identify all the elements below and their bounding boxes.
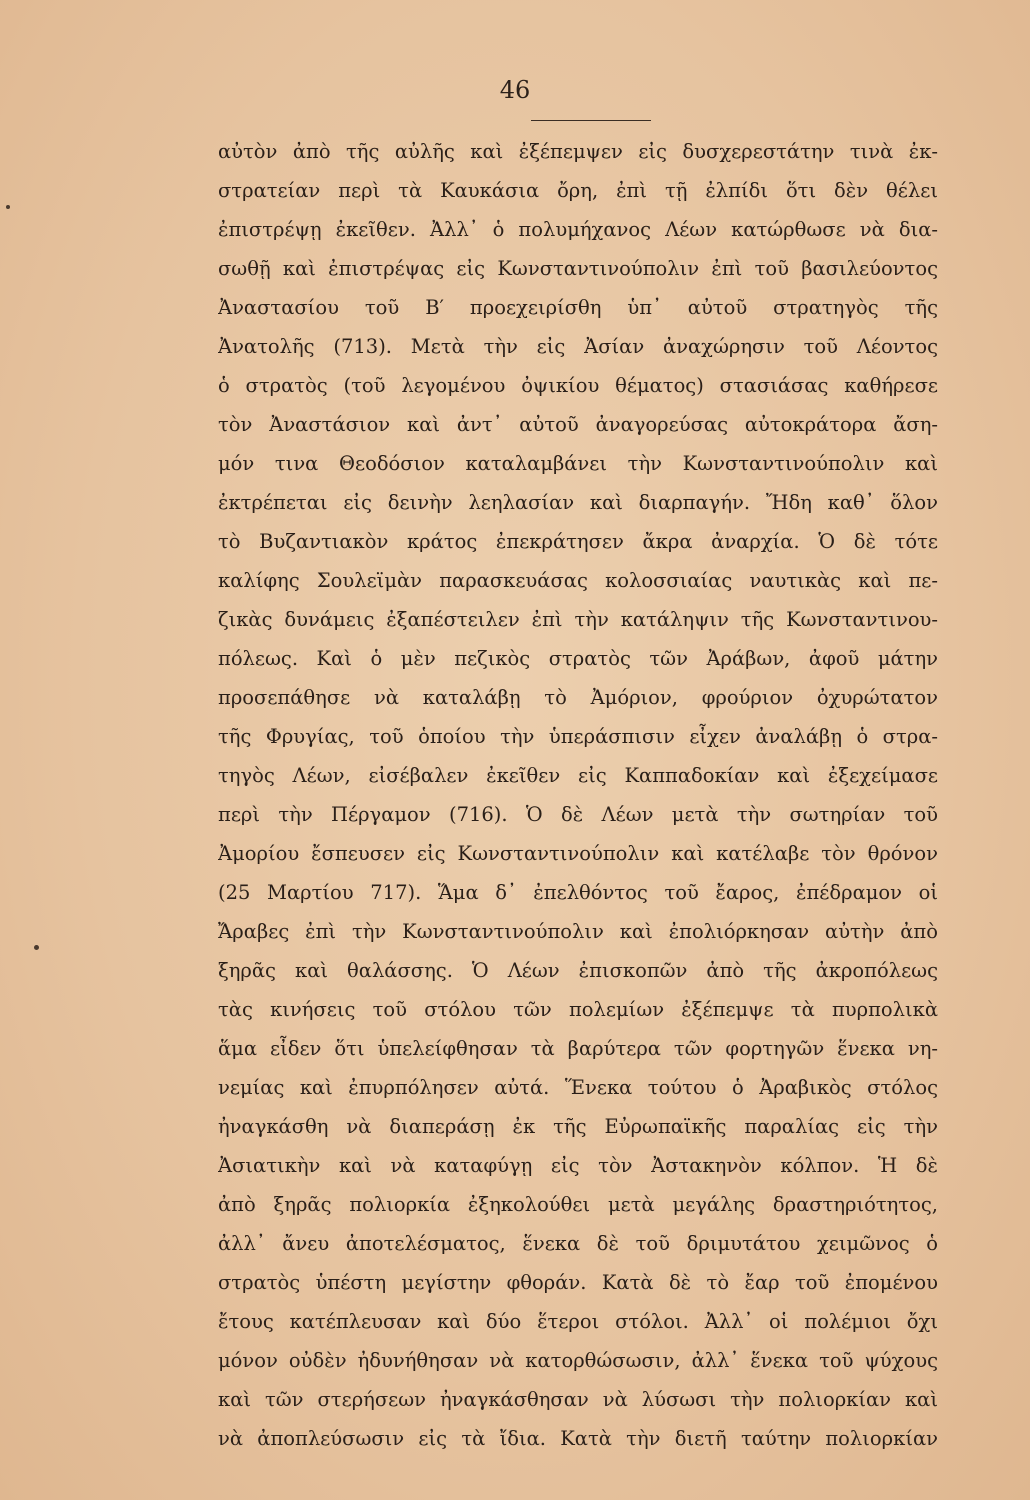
page-number-rule	[531, 120, 651, 121]
text-line: (25 Μαρτίου 717). Ἅμα δ᾽ ἐπελθόντος τοῦ ἔαρος, ἐπέδραμον οἱ	[218, 881, 938, 904]
text-line: Ἄραβες ἐπὶ τὴν Κωνσταντινούπολιν καὶ ἐπολιόρκησαν αὐτὴν ἀπὸ	[218, 920, 938, 943]
text-line: τῆς Φρυγίας, τοῦ ὁποίου τὴν ὑπεράσπισιν εἶχεν ἀναλάβῃ ὁ στρα-	[218, 725, 938, 748]
text-line: στρατὸς ὑπέστη μεγίστην φθοράν. Κατὰ δὲ τὸ ἔαρ τοῦ ἐπομένου	[218, 1271, 938, 1294]
text-line: σωθῇ καὶ ἐπιστρέψας εἰς Κωνσταντινούπολιν ἐπὶ τοῦ βασιλεύοντος	[218, 257, 938, 280]
text-line: ἐκτρέπεται εἰς δεινὴν λεηλασίαν καὶ διαρπαγήν. Ἤδη καθ᾽ ὅλον	[218, 491, 938, 514]
text-line: στρατείαν περὶ τὰ Καυκάσια ὄρη, ἐπὶ τῇ ἐλπίδι ὅτι δὲν θέλει	[218, 179, 938, 202]
text-line: μόν τινα Θεοδόσιον καταλαμβάνει τὴν Κωνσταντινούπολιν καὶ	[218, 452, 938, 475]
text-line: Ἀμορίου ἔσπευσεν εἰς Κωνσταντινούπολιν καὶ κατέλαβε τὸν θρόνον	[218, 842, 938, 865]
text-line: ἠναγκάσθη νὰ διαπεράσῃ ἐκ τῆς Εὐρωπαϊκῆς παραλίας εἰς τὴν	[218, 1115, 938, 1138]
text-line: Ἀναστασίου τοῦ Β′ προεχειρίσθη ὑπ᾽ αὐτοῦ στρατηγὸς τῆς	[218, 296, 938, 319]
body-text	[218, 132, 938, 1458]
text-line: καλίφης Σουλεϊμὰν παρασκευάσας κολοσσιαίας ναυτικὰς καὶ πε-	[218, 569, 938, 592]
text-line: ζικὰς δυνάμεις ἐξαπέστειλεν ἐπὶ τὴν κατάληψιν τῆς Κωνσταντινου-	[218, 608, 938, 631]
text-line: μόνον οὐδὲν ἠδυνήθησαν νὰ κατορθώσωσιν, ἀλλ᾽ ἕνεκα τοῦ ψύχους	[218, 1349, 938, 1372]
text-line: πόλεως. Καὶ ὁ μὲν πεζικὸς στρατὸς τῶν Ἀράβων, ἀφοῦ μάτην	[218, 647, 938, 670]
text-line: Ἀσιατικὴν καὶ νὰ καταφύγῃ εἰς τὸν Ἀστακηνὸν κόλπον. Ἡ δὲ	[218, 1154, 938, 1177]
text-line: τηγὸς Λέων, εἰσέβαλεν ἐκεῖθεν εἰς Καππαδοκίαν καὶ ἐξεχείμασε	[218, 764, 938, 787]
text-line: ἅμα εἶδεν ὅτι ὑπελείφθησαν τὰ βαρύτερα τῶν φορτηγῶν ἕνεκα νη-	[218, 1037, 938, 1060]
text-line: Ἀνατολῆς (713). Μετὰ τὴν εἰς Ἀσίαν ἀναχώρησιν τοῦ Λέοντος	[218, 335, 938, 358]
text-line: ἔτους κατέπλευσαν καὶ δύο ἕτεροι στόλοι. Ἀλλ᾽ οἱ πολέμιοι ὄχι	[218, 1310, 938, 1333]
text-line: ἀλλ᾽ ἄνευ ἀποτελέσματος, ἕνεκα δὲ τοῦ δριμυτάτου χειμῶνος ὁ	[218, 1232, 938, 1255]
text-line: περὶ τὴν Πέργαμον (716). Ὁ δὲ Λέων μετὰ τὴν σωτηρίαν τοῦ	[218, 803, 938, 826]
text-line: τὸ Βυζαντιακὸν κράτος ἐπεκράτησεν ἄκρα ἀναρχία. Ὁ δὲ τότε	[218, 530, 938, 553]
text-line: ἐπιστρέψῃ ἐκεῖθεν. Ἀλλ᾽ ὁ πολυμήχανος Λέων κατώρθωσε νὰ δια-	[218, 218, 938, 241]
text-line: τὸν Ἀναστάσιον καὶ ἀντ᾽ αὐτοῦ ἀναγορεύσας αὐτοκράτορα ἄση-	[218, 413, 938, 436]
text-line: τὰς κινήσεις τοῦ στόλου τῶν πολεμίων ἐξέπεμψε τὰ πυρπολικὰ	[218, 998, 938, 1021]
ink-spot	[6, 205, 10, 209]
text-line: ἀπὸ ξηρᾶς πολιορκία ἐξηκολούθει μετὰ μεγάλης δραστηριότητος,	[218, 1193, 938, 1216]
text-line: ὁ στρατὸς (τοῦ λεγομένου ὀψικίου θέματος) στασιάσας καθήρεσε	[218, 374, 938, 397]
text-line: νεμίας καὶ ἐπυρπόλησεν αὐτά. Ἕνεκα τούτου ὁ Ἀραβικὸς στόλος	[218, 1076, 938, 1099]
text-line: προσεπάθησε νὰ καταλάβῃ τὸ Ἀμόριον, φρούριον ὀχυρώτατον	[218, 686, 938, 709]
ink-spot	[34, 945, 39, 950]
text-line: ξηρᾶς καὶ θαλάσσης. Ὁ Λέων ἐπισκοπῶν ἀπὸ τῆς ἀκροπόλεως	[218, 959, 938, 982]
page-number: 46	[499, 76, 531, 104]
text-line: καὶ τῶν στερήσεων ἠναγκάσθησαν νὰ λύσωσι τὴν πολιορκίαν καὶ	[218, 1388, 938, 1411]
text-line: αὐτὸν ἀπὸ τῆς αὐλῆς καὶ ἐξέπεμψεν εἰς δυσχερεστάτην τινὰ ἐκ-	[218, 140, 938, 163]
text-line: νὰ ἀποπλεύσωσιν εἰς τὰ ἴδια. Κατὰ τὴν διετῆ ταύτην πολιορκίαν	[218, 1427, 938, 1450]
